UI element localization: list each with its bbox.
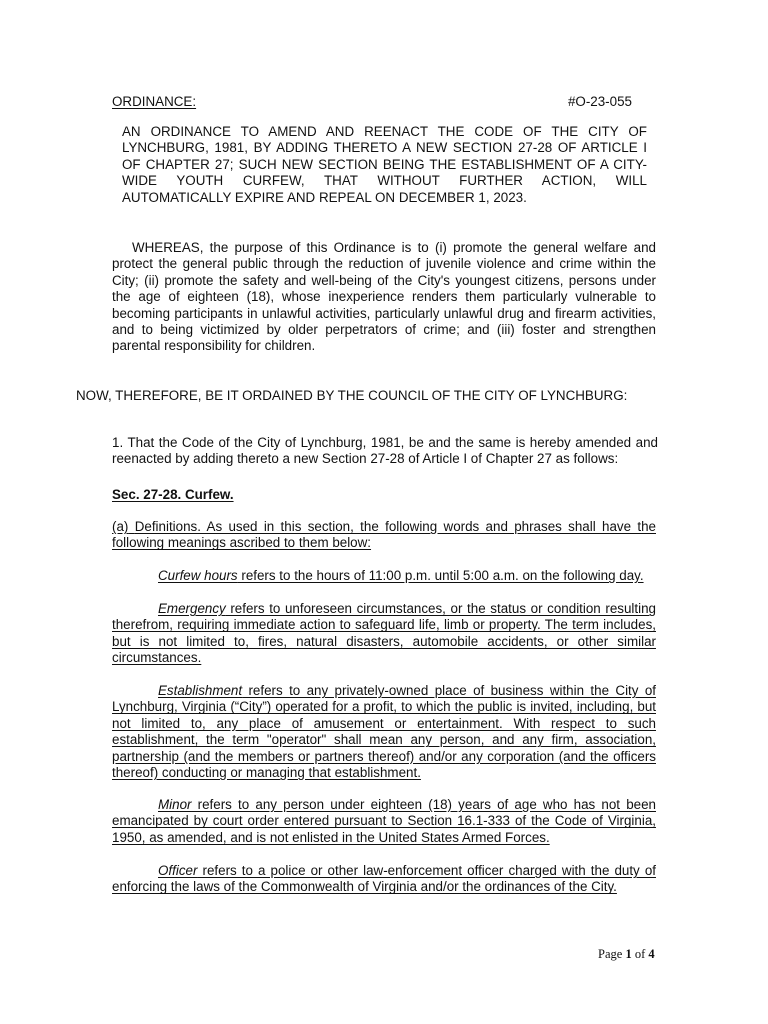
- definitions-intro-text: Definitions. As used in this section, the following words and phrases shall have the following meanings ascribed to them below:: [112, 519, 656, 551]
- definition-curfew-hours: [112, 568, 656, 584]
- ordinance-label: ORDINANCE:: [112, 94, 197, 109]
- definitions-intro: [112, 519, 656, 552]
- ordinance-number: #O-23-055: [567, 94, 632, 109]
- amendment-paragraph: 1. That the Code of the City of Lynchburg, 1981, be and the same is hereby amended and reenacted by adding thereto a new Section 27-28 of Article I of Chapter 27 as follows:: [112, 435, 658, 467]
- definition-officer: [112, 863, 656, 896]
- definition-term: Minor: [158, 797, 192, 812]
- definition-text: refers to a police or other law-enforcement officer charged with the duty of enforcing the laws of the Commonwealth of Virginia and/or the ordinances of the City.: [112, 863, 656, 895]
- definition-term: Officer: [158, 863, 198, 878]
- current-page: 1: [625, 947, 632, 961]
- definition-term: Curfew hours: [158, 568, 238, 583]
- definition-establishment: [112, 683, 656, 781]
- definition-text: refers to unforeseen circumstances, or the status or condition resulting therefrom, requiring immediate action to safeguard life, limb or property. The term includes, but is not limited to, fires, natural disasters, automobile accidents, or other similar circumstances.: [112, 601, 656, 666]
- of-word: of: [634, 947, 646, 961]
- ordinance-title: AN ORDINANCE TO AMEND AND REENACT THE CODE OF THE CITY OF LYNCHBURG, 1981, BY ADDING THERETO A NEW SECTION 27-28 OF ARTICLE I OF CHAPTER 27; SUCH NEW SECTION BEING THE ESTABLISHMENT OF A CITY-WIDE YOUTH CURFEW, THAT WITHOUT FURTHER ACTION, WILL AUTOMATICALLY EXPIRE AND REPEAL ON DECEMBER 1, 2023.: [122, 124, 647, 205]
- ordinance-header: [112, 94, 632, 112]
- enacting-clause: NOW, THEREFORE, BE IT ORDAINED BY THE COUNCIL OF THE CITY OF LYNCHBURG:: [76, 388, 628, 403]
- definition-text: refers to any privately-owned place of business within the City of Lynchburg, Virginia (“City”) operated for a profit, to which the public is invited, including, but not limited to, any place of amusement or entertainment. With respect to such establishment, the term "operator" shall mean any person, and any firm, association, partnership (and the members or partners thereof) and/or any corporation (and the officers thereof) conducting or managing that establishment.: [112, 683, 656, 781]
- section-heading: Sec. 27-28. Curfew.: [112, 487, 234, 502]
- page-number: [598, 946, 655, 962]
- definition-text: refers to the hours of 11:00 p.m. until 5:00 a.m. on the following day.: [237, 568, 644, 583]
- whereas-paragraph: WHEREAS, the purpose of this Ordinance is to (i) promote the general welfare and protect the general public through the reduction of juvenile violence and crime within the City; (ii) promote the safety and well-being of the City's youngest citizens, persons under the age of eighteen (18), whose inexperience renders them particularly vulnerable to becoming participants in unlawful activities, particularly unlawful drug and firearm activities, and to being victimized by older perpetrators of crime; and (iii) foster and strengthen parental responsibility for children.: [112, 240, 656, 354]
- total-pages: 4: [648, 947, 655, 961]
- definition-emergency: [112, 601, 656, 667]
- subsection-marker: (a): [112, 519, 129, 534]
- definition-text: refers to any person under eighteen (18) years of age who has not been emancipated by court order entered pursuant to Section 16.1-333 of the Code of Virginia, 1950, as amended, and is not enlisted in the United States Armed Forces.: [112, 797, 656, 845]
- page-word: Page: [598, 947, 623, 961]
- definition-term: Emergency: [158, 601, 226, 616]
- definition-term: Establishment: [158, 683, 243, 698]
- definition-minor: [112, 797, 656, 846]
